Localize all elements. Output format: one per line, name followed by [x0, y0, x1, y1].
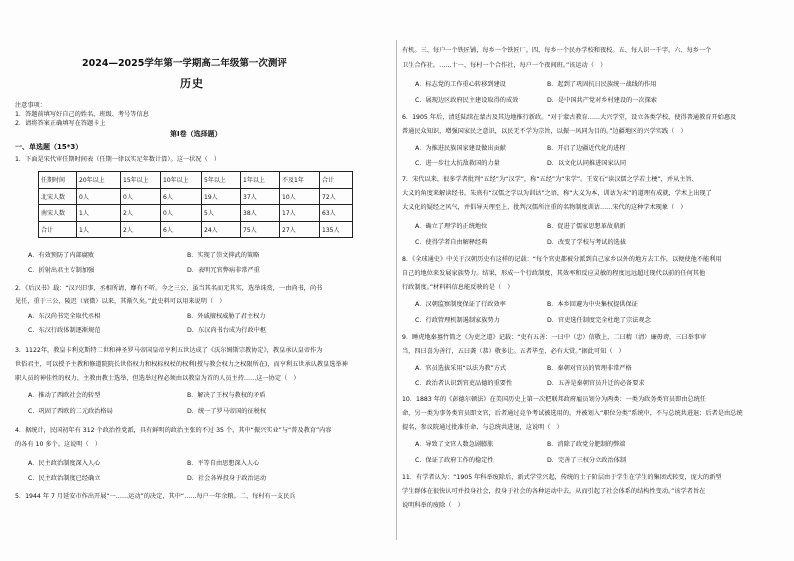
question-11-line: 11．有学者认为：“1905 年科举废除后，新式学堂兴起，传统的士子阶层由于学生在学生的集团式转变，庞大的新型 — [402, 474, 722, 481]
option-d: D．表明冗官弊病非常严重 — [187, 267, 260, 274]
question-4-line: 的各有 10 多个。这说明（ ） — [15, 441, 102, 448]
option-a: A．有效预防了内部腐败 — [28, 252, 95, 259]
question-2-line: 见任，重于三公，陵迟（衰微）以来，其渐久矣。”此史料可以用来说明（ ） — [15, 298, 226, 305]
option-d: D．官吏选任制度完全杜绝了宗法观念 — [547, 317, 651, 324]
question-10-line: 10．1883 年的《彭德尔顿法》在美国历史上第一次把联邦政府雇员划分为两类：一类为政务类官员即由总统任 — [402, 396, 707, 403]
table-header-cell: 1年以上 — [241, 172, 280, 189]
question-3-line: 职人员的神佳性的权力，主教由教士选举，但选举过程必须由以教皇为首的人员主持……这一协定（ ） — [15, 375, 300, 382]
question-7-line: 大义化的疑经之风气，并倡导天理至上，批判汉儒所注重的名物制度训诂……宋代的这种学术现象（ ） — [402, 204, 687, 211]
table-header-row — [39, 172, 353, 189]
table-cell: 75人 — [241, 221, 280, 238]
question-8-line: 行政制度。”材料料信息能反映的是（ ） — [402, 284, 514, 291]
subject-title: 历史 — [180, 77, 204, 90]
option-a: A．官员选拔采用“以法为教”方式 — [415, 365, 507, 372]
table-cell: 1人 — [77, 221, 121, 238]
option-c: C．行政管理机制遏制家族势力 — [415, 317, 500, 324]
table-row — [39, 188, 353, 205]
option-b: B．消除了政党分肥制的弊端 — [547, 441, 626, 448]
question-2-line: 2．《后汉书》载：“汉兴旧事，丞相所请，靡有不听。今之三公，虽当其名而无其实，选举诛赏，一由尚书，尚书 — [15, 285, 323, 292]
option-a: A．东汉尚书完全取代丞相 — [28, 313, 101, 320]
question-10-line: 提名，参议院通过批准任命，与总统共进退，这说明（ ） — [402, 424, 563, 431]
table-cell: 北宋人数 — [39, 188, 77, 205]
option-b: B．平等自由思想深入人心 — [187, 460, 260, 467]
note-item: 1．答题前填写好自己的姓名、班级、考号等信息 — [15, 111, 149, 118]
option-a: A．汉朝监察制度保证了行政效率 — [415, 301, 506, 308]
right-column — [397, 0, 794, 561]
option-c: C．保证了政府工作的稳定性 — [415, 457, 494, 464]
note-item: 2．请将答案正确填写在答题卡上 — [15, 120, 106, 127]
table-cell: 63人 — [320, 205, 353, 222]
option-c: C．政治者认识到官吏品德的重要性 — [415, 380, 513, 387]
option-a: A．民主政治制度深入人心 — [28, 460, 101, 467]
question-8-line: 8．《全球通史》中关于汉朝历史有这样的记载：“每个官吏都被分派到自己家乡以外的地方去工作，以便使他不能利用 — [402, 256, 722, 263]
section-title: 一、单选题（15*3） — [15, 143, 83, 151]
question-1-stem: 1．下面是宋代审任期时间表（任期一律以实足年数计算）。这一状况（ ） — [15, 156, 221, 163]
table-cell: 38人 — [241, 205, 280, 222]
table-cell: 6人 — [161, 221, 202, 238]
question-5-line: 有机。三、每户一个铁匠铺，每乡一个铁匠厂。四、每乡一个民办学校和夜校。五、每人识一千字。六、每乡一个 — [402, 47, 712, 54]
option-d: D．以文化认同推进国家认同 — [547, 160, 627, 167]
question-7-line: 大义的角度来解读经书。朱熹有“汉儒之学以为训诂”之语，称“大义为本，训诂为末”的道理有成就，学术上出现了 — [402, 190, 712, 197]
table-cell: 24人 — [202, 221, 241, 238]
table-cell: 合计 — [39, 221, 77, 238]
option-b: B．促进了儒家思想革故鼎新 — [547, 223, 626, 230]
option-b: B．开启了边疆近代化的进程 — [547, 145, 626, 152]
question-3-line: 世俗君主，可以授予主教和修道院院长世俗权力和权标权杖的权利(授与教会权力之权限所在)，而亨利五世承认教皇选举神 — [15, 361, 348, 368]
option-a: A．确立了理学的正统地位 — [415, 223, 488, 230]
question-6-line: 6．1905 年后，清廷陆续在蒙古及其边地推行新政。“对于蒙古教育……大兴学堂，设立各类学校，使得普通教育开始惠及 — [402, 114, 737, 121]
question-11-line: 说明科举的废除（ ） — [402, 502, 464, 509]
table-header-cell: 合计 — [320, 172, 353, 189]
option-a: A．推动了西欧社会的转型 — [28, 392, 101, 399]
option-c: C．东汉行政体制逐渐规范 — [28, 327, 101, 334]
option-a: A．为推进民族国家建设做出贡献 — [415, 145, 506, 152]
notes-heading: 注意事项： — [15, 102, 46, 109]
table-cell: 2人 — [121, 221, 161, 238]
question-10-line: 命，另一类为事务类官员即文官，后者通过竞争考试被选用的，并被划入“职位分类”系统中，不与总统共进退；后者是由总统 — [402, 410, 743, 417]
table-cell: 1人 — [77, 205, 121, 222]
table-cell: 10人 — [280, 188, 320, 205]
table-cell: 0人 — [161, 205, 202, 222]
option-c: C．展现边区政府民主建设取得的成效 — [415, 97, 519, 104]
table-cell: 37人 — [241, 188, 280, 205]
question-4-line: 4．据统计，民国初年有 312 个政治性党派，具有鲜明的政治主张的不过 35 个，其中“振兴实业”与“普及教育”内容 — [15, 427, 332, 434]
option-d: D．统一了罗马帝国的征税权 — [187, 408, 267, 415]
question-8-line: 自己的地位来发展家族势力。结果，形成一个行政制度，其效率和反应灵敏的程度远远超过现代以前的任何其他 — [402, 270, 706, 277]
option-d: D．是中国共产党对乡村建设的一次探索 — [547, 97, 657, 104]
table-cell: 19人 — [202, 188, 241, 205]
question-5-line: 5．1944 年 7 月延安市作出开展“一……运动”的决定，其中“……每户一年余粮。二、每村有一支民兵 — [15, 493, 296, 500]
question-9-line: 9．睡虎地秦墓竹简之《为吏之道》记载：“吏有五善：一曰中（忠）信敬上，二曰精（清）廉毋谤，三曰举事审 — [402, 334, 707, 341]
option-c: C．进一步壮大抗敌救国的力量 — [415, 160, 500, 167]
table-row — [39, 221, 353, 238]
table-header-cell: 任期时间 — [39, 172, 77, 189]
table-cell: 135人 — [320, 221, 353, 238]
option-a: A．导致了文官人数急剧膨胀 — [415, 441, 494, 448]
table-header-cell: 5年以上 — [202, 172, 241, 189]
table-row — [39, 205, 353, 222]
question-3-line: 3．1122年，教皇卡利克斯特二世和神圣罗马帝国皇帝亨利五世达成了《沃尔姆斯宗教协定》，教皇承认皇帝作为 — [15, 347, 323, 354]
table-header-cell: 不及1年 — [280, 172, 320, 189]
table-cell: 2人 — [121, 205, 161, 222]
option-d: D．东汉尚书台成为行政中枢 — [187, 327, 267, 334]
exam-title: 2024—2025学年第一学期高二年级第一次测评 — [82, 58, 287, 69]
option-d: D．改变了学校与考试的选拔 — [547, 239, 627, 246]
option-b: B．外戚擅权威胁了君主权力 — [187, 313, 266, 320]
question-7-line: 7．宋代以来，很多学者批判“五经”为“汉学”，称“五经”为“宋学”。王安石“读汉儒之学若土梗”，并从主旨、 — [402, 176, 698, 183]
table-cell: 南宋人数 — [39, 205, 77, 222]
option-b: B．秦朝对官员的管理非常严格 — [547, 365, 632, 372]
question-11-line: 学生群体在很快认可并投身社会，投身于社会的各种运动中去，从而引起了社会体系的结构性变动。”该学者旨在 — [402, 488, 706, 495]
option-b: B．起到了巩固抗日民族统一战线的作用 — [547, 81, 657, 88]
table-cell: 5人 — [202, 205, 241, 222]
question-9-line: 当，四曰喜为善行，五曰龚（恭）敬多让。五者毕至，必有大赏。”据此可知（ ） — [402, 348, 625, 355]
question-5-line: 卫生合作社。……十一、每村一个合作社，每户一个夜间班。”该运动（ ） — [402, 62, 607, 69]
table-cell: 0人 — [121, 188, 161, 205]
option-b: B．实现了崇文抑武的策略 — [187, 252, 260, 259]
table-header-cell: 10年以上 — [161, 172, 202, 189]
table-header-cell: 20年以上 — [77, 172, 121, 189]
option-c: C．折射出君主专制加强 — [28, 267, 95, 274]
table-cell: 72人 — [320, 188, 353, 205]
table-header-cell: 15年以上 — [121, 172, 161, 189]
table-cell: 17人 — [280, 205, 320, 222]
tenure-table — [38, 171, 353, 238]
option-b: B．本乡回避为中央集权提供保证 — [547, 301, 638, 308]
option-a: A．标志党的工作重心转移到建设 — [415, 81, 506, 88]
option-b: B．解决了王权与教权的矛盾 — [187, 392, 266, 399]
option-d: D．五善是秦朝官员升迁的必备要求 — [547, 380, 645, 387]
option-c: C．民主政治制度已经确立 — [28, 475, 101, 482]
option-c: C．巩固了西欧的二元政治格局 — [28, 408, 113, 415]
option-d: D．完善了三权分立政治体制 — [547, 457, 627, 464]
option-c: C．使得学者自由解释经典 — [415, 239, 488, 246]
question-6-line: 普通民众知识，增强国家民之意识，以民无不学为宗旨，以振一风同为目的。”边疆地区的兴学实践（ ） — [402, 128, 687, 135]
part-title: 第Ⅰ卷（选择题） — [170, 130, 222, 138]
table-cell: 6人 — [161, 188, 202, 205]
table-cell: 0人 — [77, 188, 121, 205]
table-cell: 27人 — [280, 221, 320, 238]
option-d: D．社会各界投身于政治运动 — [187, 475, 267, 482]
